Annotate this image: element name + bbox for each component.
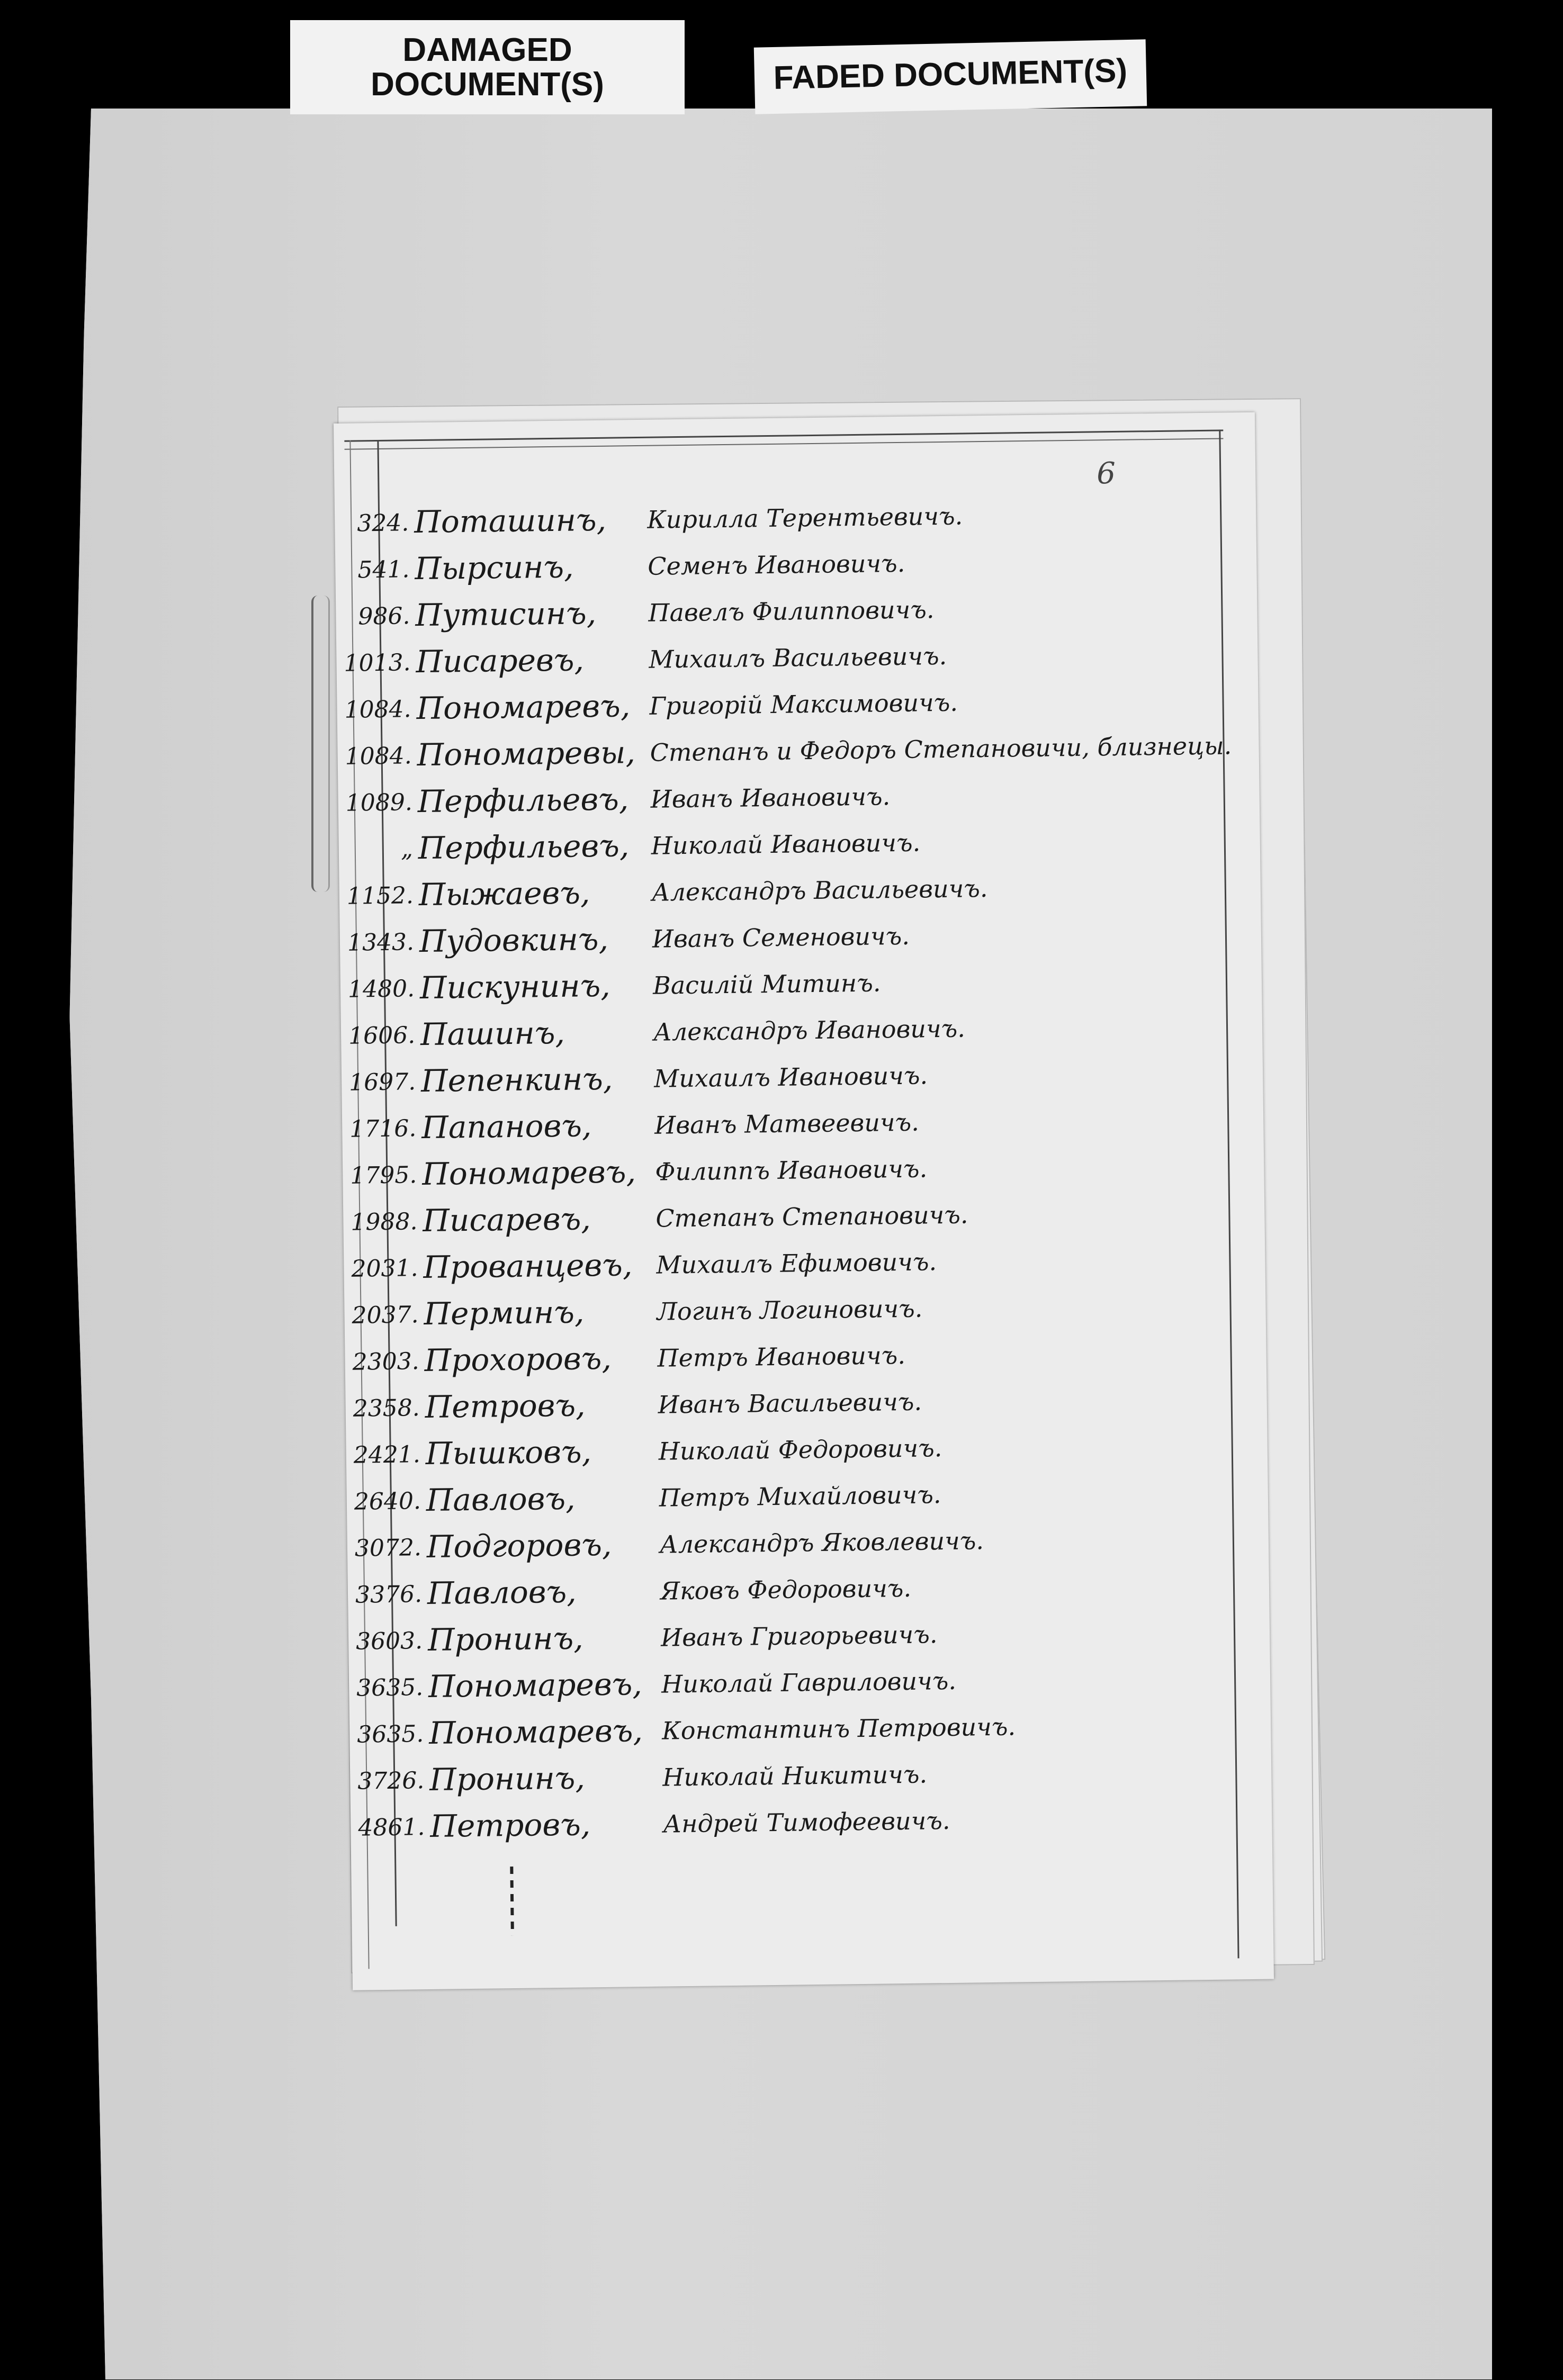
entry-number: 3635. xyxy=(356,1720,424,1748)
entry-surname: Пономаревъ, xyxy=(428,1712,643,1751)
entry-number: 1606. xyxy=(348,1022,416,1050)
entry-given-name: Николай Никитичъ. xyxy=(662,1760,928,1792)
entry-given-name: Михаилъ Ефимовичъ. xyxy=(656,1247,937,1279)
entry-surname: Писаревъ, xyxy=(416,642,585,680)
entry-given-name: Петръ Ивановичъ. xyxy=(657,1340,906,1373)
entry-given-name: Яковъ Федоровичъ. xyxy=(660,1573,912,1606)
entry-given-name: Николай Ивановичъ. xyxy=(651,828,921,860)
entry-given-name: Михаилъ Васильевичъ. xyxy=(649,641,947,674)
entry-number: 3635. xyxy=(356,1674,424,1702)
entry-surname: Прованцевъ, xyxy=(423,1247,633,1286)
entry-number: 1084. xyxy=(345,742,412,770)
entry-surname: Путисинъ, xyxy=(415,594,597,634)
entry-surname: Пыжаевъ, xyxy=(418,875,590,913)
entry-given-name: Григорій Максимовичъ. xyxy=(649,688,958,720)
entry-given-name: Степанъ и Федоръ Степановичи, близнецы. xyxy=(650,731,1232,767)
entry-given-name: Василій Митинъ. xyxy=(652,968,881,1000)
entry-number: 3376. xyxy=(355,1581,423,1609)
entry-surname: Пудовкинъ, xyxy=(419,921,609,960)
entry-number: 1343. xyxy=(347,928,415,957)
entry-surname: Пышковъ, xyxy=(425,1434,592,1472)
entry-number: 324. xyxy=(357,509,409,537)
entry-given-name: Кирилла Терентьевичъ. xyxy=(646,501,963,534)
entry-surname: Пронинъ, xyxy=(427,1620,583,1658)
entry-given-name: Александръ Ивановичъ. xyxy=(653,1014,966,1047)
entry-number: 2037. xyxy=(352,1301,419,1329)
entry-number: 1089. xyxy=(345,789,413,817)
entry-surname: Пономаревъ, xyxy=(421,1153,636,1193)
entry-number: 986. xyxy=(358,602,410,630)
entry-surname: Подгоровъ, xyxy=(426,1526,612,1565)
binding-thread xyxy=(311,596,330,892)
entry-surname: Перфильевъ, xyxy=(418,827,630,867)
entry-number: 1716. xyxy=(349,1115,417,1143)
entry-surname: Петровъ, xyxy=(425,1387,586,1426)
entry-surname: Поташинъ, xyxy=(414,501,607,540)
entry-given-name: Иванъ Семеновичъ. xyxy=(652,921,910,953)
entry-surname: Перфильевъ, xyxy=(417,781,629,820)
entry-surname: Писаревъ, xyxy=(422,1201,591,1239)
entry-given-name: Андрей Тимофеевичъ. xyxy=(663,1806,950,1838)
entry-surname: Пепенкинъ, xyxy=(420,1060,613,1099)
faded-document-tag: FADED DOCUMENT(S) xyxy=(754,39,1147,114)
entry-number: 541. xyxy=(357,556,410,584)
entry-given-name: Степанъ Степановичъ. xyxy=(655,1200,968,1233)
continuation-dots xyxy=(510,1867,514,1935)
entry-number: 3603. xyxy=(355,1627,423,1655)
entry-number: 2421. xyxy=(353,1441,421,1469)
entry-given-name: Семенъ Ивановичъ. xyxy=(648,548,905,581)
entry-number: 1152. xyxy=(346,882,414,910)
entry-given-name: Николай Гавриловичъ. xyxy=(661,1666,957,1699)
entry-surname: Петровъ, xyxy=(429,1806,591,1844)
entry-number: 3072. xyxy=(354,1534,422,1562)
entry-surname: Перминъ, xyxy=(424,1294,585,1332)
entry-given-name: Александръ Васильевичъ. xyxy=(651,873,988,907)
damaged-document-tag: DAMAGED DOCUMENT(S) xyxy=(290,20,685,114)
entry-number: 1084. xyxy=(344,696,411,724)
entry-number: 2358. xyxy=(353,1394,420,1422)
entry-number: 1795. xyxy=(350,1161,417,1189)
entry-surname: Пискунинъ, xyxy=(419,967,610,1006)
entry-given-name: Александръ Яковлевичъ. xyxy=(659,1526,984,1559)
entry-given-name: Николай Федоровичъ. xyxy=(658,1434,942,1466)
entry-given-name: Филиппъ Ивановичъ. xyxy=(654,1154,928,1186)
entry-given-name: Константинъ Петровичъ. xyxy=(661,1712,1016,1745)
entry-given-name: Иванъ Матвеевичъ. xyxy=(654,1107,920,1140)
entry-surname: Пашинъ, xyxy=(420,1014,565,1053)
entry-number: 2031. xyxy=(351,1255,418,1283)
entry-given-name: Иванъ Ивановичъ. xyxy=(650,782,891,814)
entry-surname: Пырсинъ, xyxy=(414,548,574,587)
entry-surname: Павловъ, xyxy=(426,1480,576,1519)
entry-number: „ xyxy=(400,835,414,863)
list-sheet xyxy=(334,412,1274,1990)
entry-number: 1988. xyxy=(351,1208,418,1236)
entry-number: 2640. xyxy=(354,1488,421,1516)
entry-surname: Прохоровъ, xyxy=(424,1340,612,1379)
entry-given-name: Иванъ Васильевичъ. xyxy=(658,1387,922,1419)
entry-given-name: Павелъ Филипповичъ. xyxy=(648,595,935,627)
entry-list xyxy=(335,492,1272,1854)
entry-surname: Папановъ, xyxy=(421,1107,592,1146)
entry-surname: Пономаревъ, xyxy=(416,688,631,727)
entry-surname: Пронинъ, xyxy=(429,1760,586,1798)
entry-number: 1697. xyxy=(348,1068,416,1096)
entry-given-name: Логинъ Логиновичъ. xyxy=(657,1294,923,1326)
entry-surname: Павловъ, xyxy=(427,1573,577,1611)
entry-number: 3726. xyxy=(357,1767,425,1795)
entry-surname: Пономаревъ, xyxy=(428,1666,643,1705)
entry-number: 4861. xyxy=(358,1814,425,1842)
entry-number: 1480. xyxy=(347,975,415,1003)
page-number: 6 xyxy=(1096,456,1116,491)
entry-surname: Пономаревы, xyxy=(417,734,636,773)
entry-given-name: Петръ Михайловичъ. xyxy=(659,1480,941,1512)
entry-number: 2303. xyxy=(352,1348,419,1376)
entry-number: 1013. xyxy=(344,649,411,677)
entry-given-name: Михаилъ Ивановичъ. xyxy=(653,1061,928,1093)
entry-given-name: Иванъ Григорьевичъ. xyxy=(660,1620,938,1652)
